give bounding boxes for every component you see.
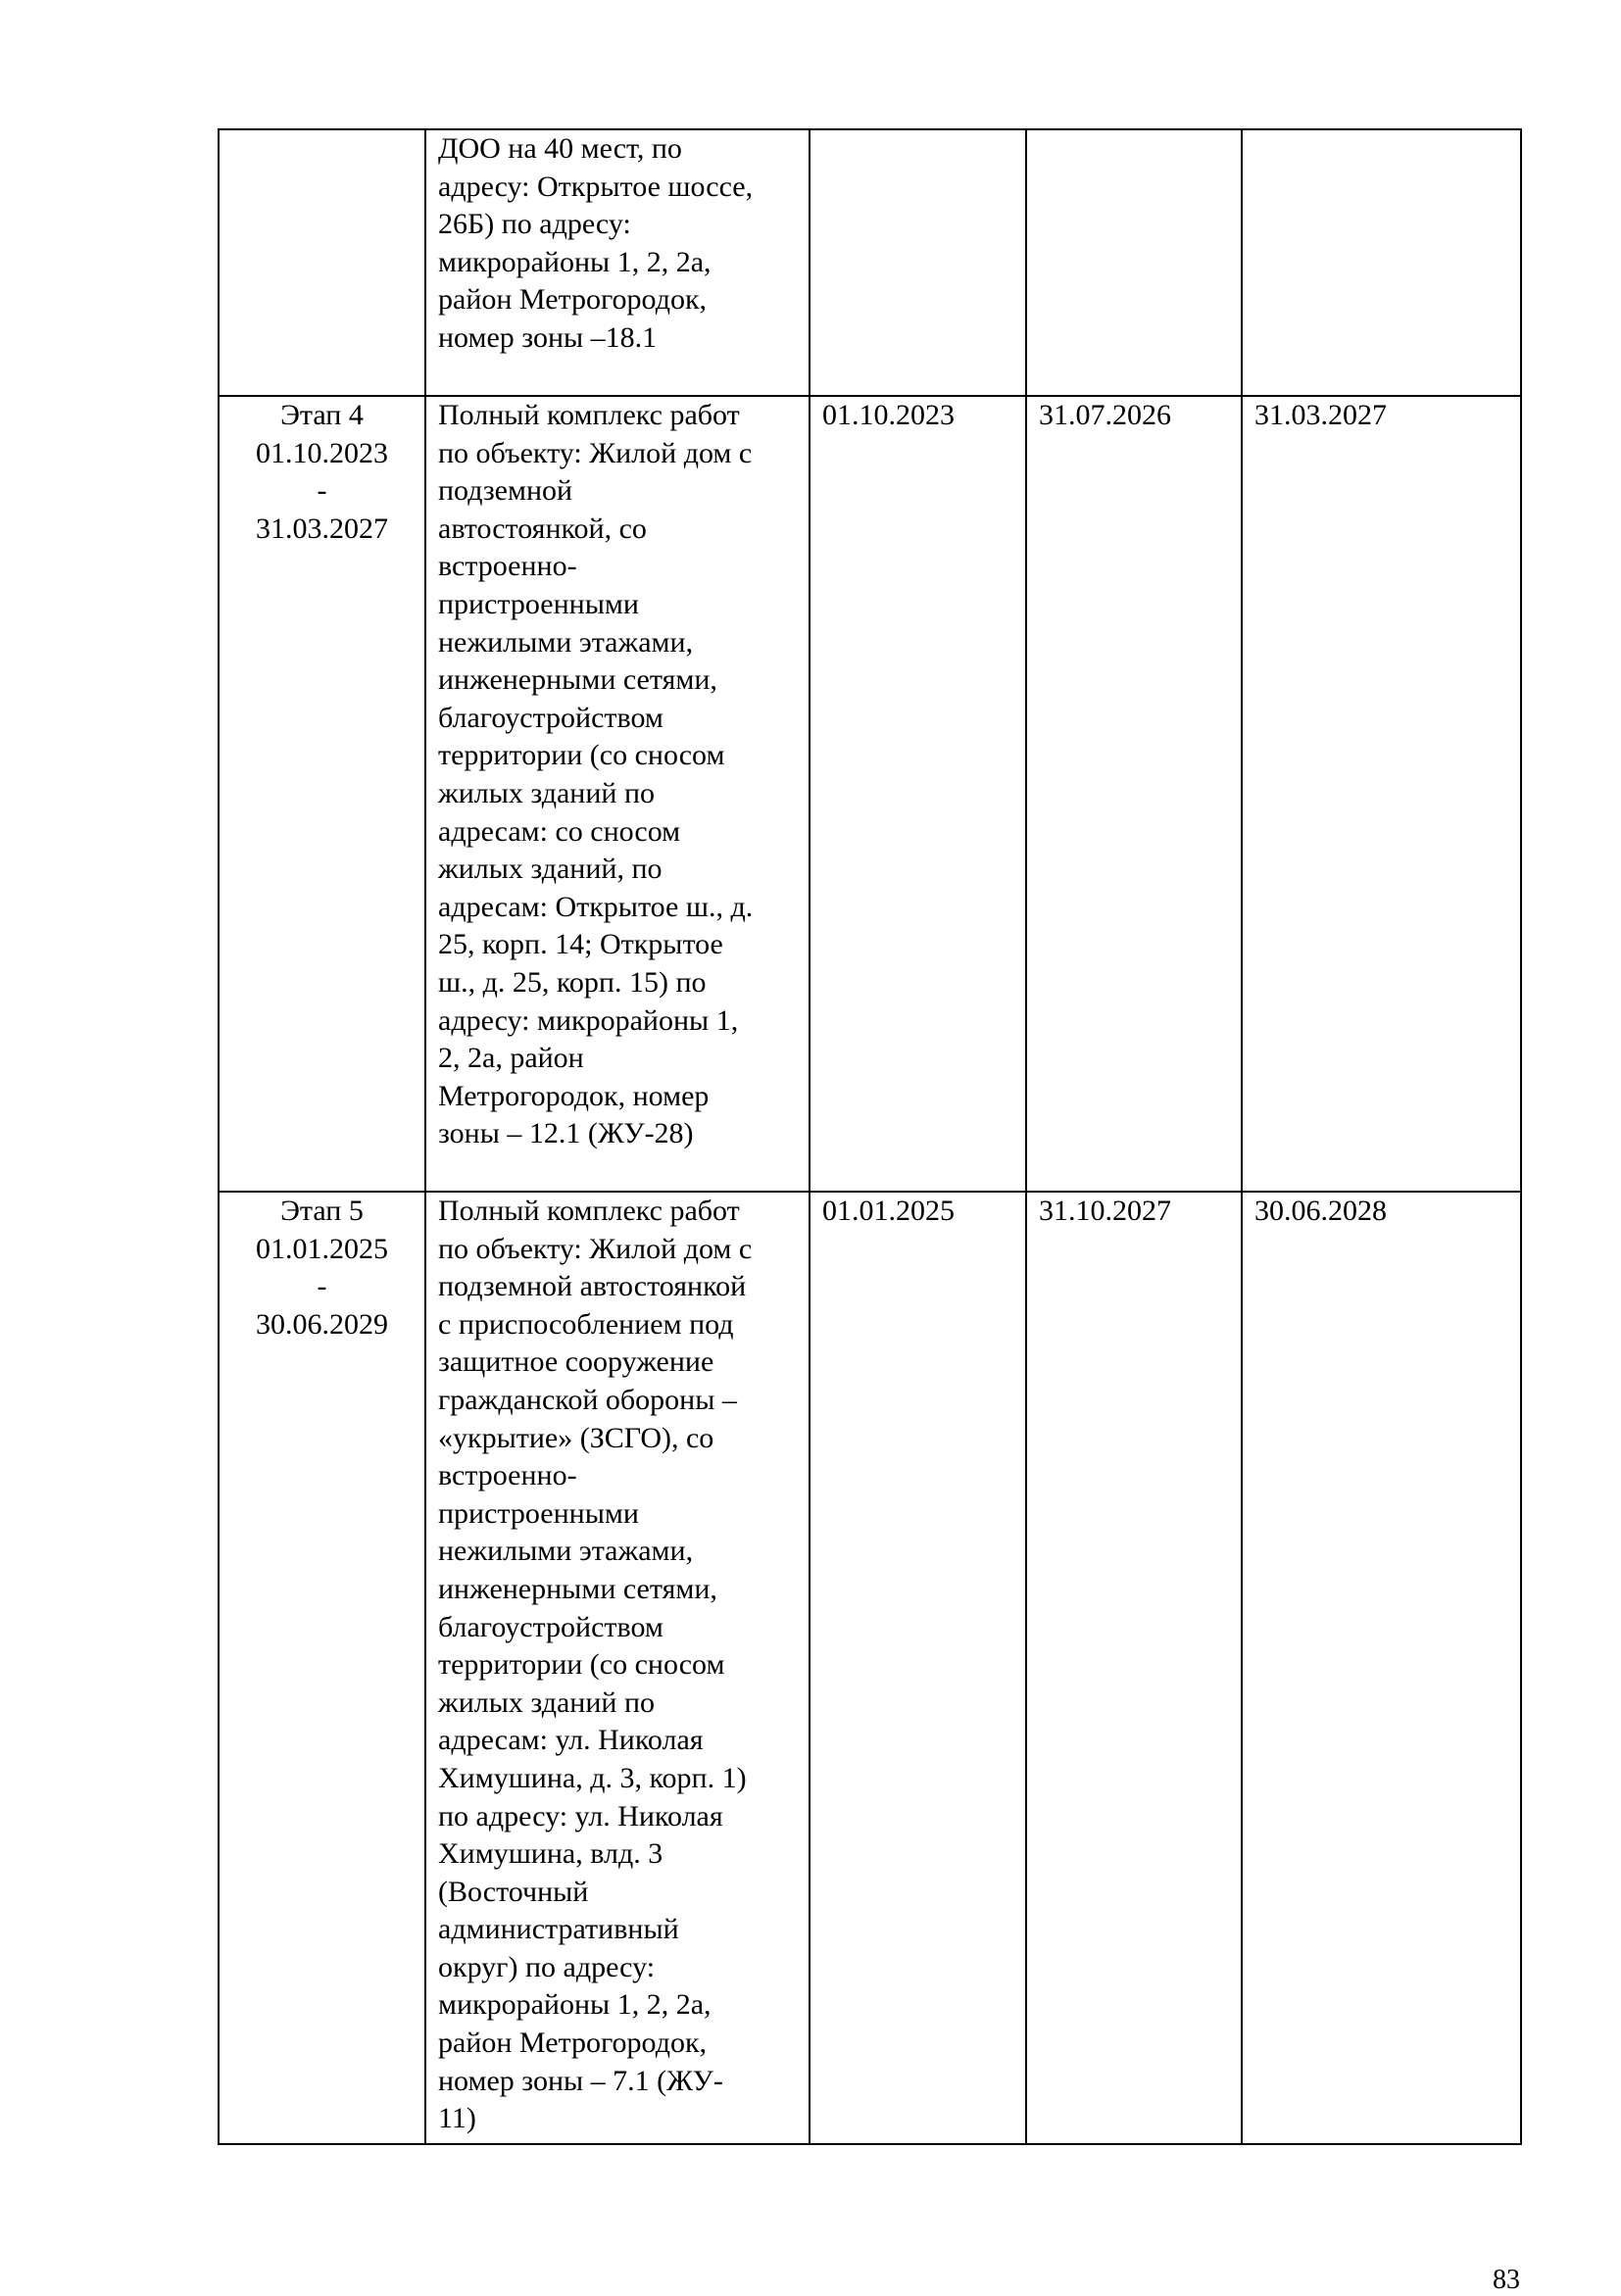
description-cell: Полный комплекс работ по объекту: Жилой дом с подземной автостоянкой с приспособлением под защитное сооружение гражданской обороны – «укрытие» (ЗСГО), со встроенно- пристроенными нежилыми этажами, инженерными сетями, благоустройством территории (со сносом жилых зданий по адресам: ул. Николая Химушина, д. 3, корп. 1) по адресу: ул. Николая Химушина, влд. 3 (Восточный административный округ) по адресу: микрорайоны 1, 2, 2а, район Метрогородок, номер зоны – 7.1 (ЖУ- 11) <box>425 1192 810 2144</box>
intermediate-date-cell <box>1026 129 1242 396</box>
table-row <box>219 1192 1521 2144</box>
start-date-cell: 01.10.2023 <box>810 396 1026 1192</box>
schedule-table <box>218 128 1522 2145</box>
stage-cell <box>219 129 425 396</box>
start-date-cell: 01.01.2025 <box>810 1192 1026 2144</box>
table-row <box>219 129 1521 396</box>
intermediate-date-cell: 31.10.2027 <box>1026 1192 1242 2144</box>
page-number: 83 <box>1493 2265 1520 2295</box>
end-date-cell <box>1242 129 1521 396</box>
table-row <box>219 396 1521 1192</box>
stage-cell: Этап 4 01.10.2023 - 31.03.2027 <box>219 396 425 1192</box>
intermediate-date-cell: 31.07.2026 <box>1026 396 1242 1192</box>
start-date-cell <box>810 129 1026 396</box>
end-date-cell: 31.03.2027 <box>1242 396 1521 1192</box>
stage-cell: Этап 5 01.01.2025 - 30.06.2029 <box>219 1192 425 2144</box>
end-date-cell: 30.06.2028 <box>1242 1192 1521 2144</box>
description-cell: Полный комплекс работ по объекту: Жилой дом с подземной автостоянкой, со встроенно- пристроенными нежилыми этажами, инженерными сетями, благоустройством территории (со сносом жилых зданий по адресам: со сносом жилых зданий, по адресам: Открытое ш., д. 25, корп. 14; Открытое ш., д. 25, корп. 15) по адресу: микрорайоны 1, 2, 2а, район Метрогородок, номер зоны – 12.1 (ЖУ-28) <box>425 396 810 1192</box>
description-cell: ДОО на 40 мест, по адресу: Открытое шоссе, 26Б) по адресу: микрорайоны 1, 2, 2а, район Метрогородок, номер зоны –18.1 <box>425 129 810 396</box>
